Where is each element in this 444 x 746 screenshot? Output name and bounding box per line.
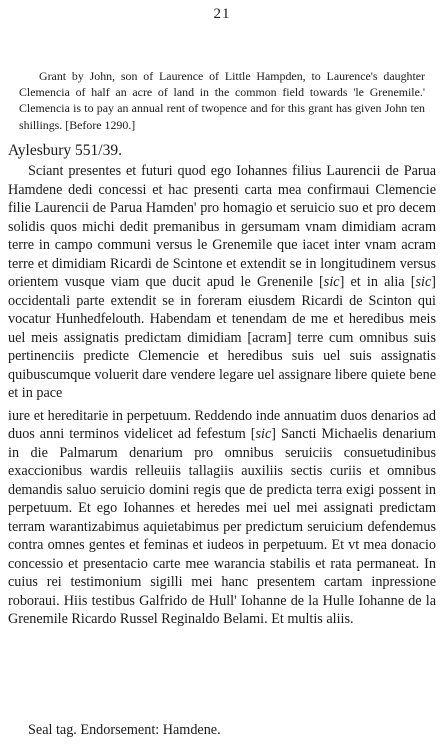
page-number: 21	[213, 6, 231, 22]
grant-summary: Grant by John, son of Laurence of Little Hampden, to Laurence's daughter Clemencia of half an acre of land in the common field towards 'le Grenemile.' Clemencia is to pay an annual rent of twopence and for this grant has given John ten shillings. [Before 1290.]	[19, 69, 425, 132]
charter-text-segment: ] et in alia [	[339, 274, 416, 290]
sic-note: sic	[323, 274, 340, 290]
charter-text-segment: ] Sancti Michaelis denarium in die Palmarum denarium pro omnibus seruiciis consuetudinibus exaccionibus wardis relleuiis tallagiis auxiliis sectis curiis et omnibus demandis saluo seruicio domini regis que de predicta terra exigi possent in perpetuum. Et ego Iohannes et heredes mei uel mei assignati predictam terram warantizabimus aquietabimus per predictum seruicium defendemus contra omnes gentes et feminas et iudeos in perpetuum. Et vt mea donacio concessio et presentacio carte mee warancia stabilis et rata permaneat. In cuius rei testimonium sigilli mei hanc presentem cartam inpressione roboraui. Hiis testibus Galfrido de Hull' Iohanne de la Hulle Iohanne de la Grenemile Ricardo Russel Reginaldo Belami. Et multis aliis.	[8, 426, 436, 627]
charter-paragraph-1	[8, 162, 436, 403]
sic-note: sic	[415, 274, 432, 290]
charter-text-segment: ] occidentali parte extendit se in foreram eiusdem Ricardi de Scinton qui vocatur Hunhedfelouth. Habendam et tenendam de me et heredibus meis uel meis assignatis predictam dimidiam [acram] terre cum omnibus suis pertinenciis predicte Clemencie et heredibus suis uel suis assignatis quibuscumque voluerit dare vendere legare uel assignare libere quiete bene et in pace	[8, 274, 436, 401]
charter-text-segment: iure et hereditarie in perpetuum. Reddendo inde annuatim duos denarios ad duos anni terminos videlicet ad fefestum [	[8, 407, 436, 442]
seal-endorsement: Seal tag. Endorsement: Hamdene.	[28, 722, 221, 738]
archive-reference: Aylesbury 551/39.	[8, 142, 122, 159]
charter-text	[8, 162, 436, 629]
sic-note: sic	[255, 426, 272, 442]
charter-paragraph-2	[8, 407, 436, 629]
charter-text-segment: Sciant presentes et futuri quod ego Iohannes filius Laurencii de Parua Hamdene dedi concessi et hac presenti carta mea confirmaui Clemencie filie Laurencii de Parua Hamden' pro homagio et seruicio suo et pro decem solidis quos michi dedit premanibus in gersumam vnam dimidiam acram terre in campo communi versus le Grenemile que iacet inter vnam acram terre et dimidiam Ricardi de Scintone et extendit se in longitudinem versus orientem vusque viam que ducit apud le Grenenile [	[8, 163, 436, 290]
